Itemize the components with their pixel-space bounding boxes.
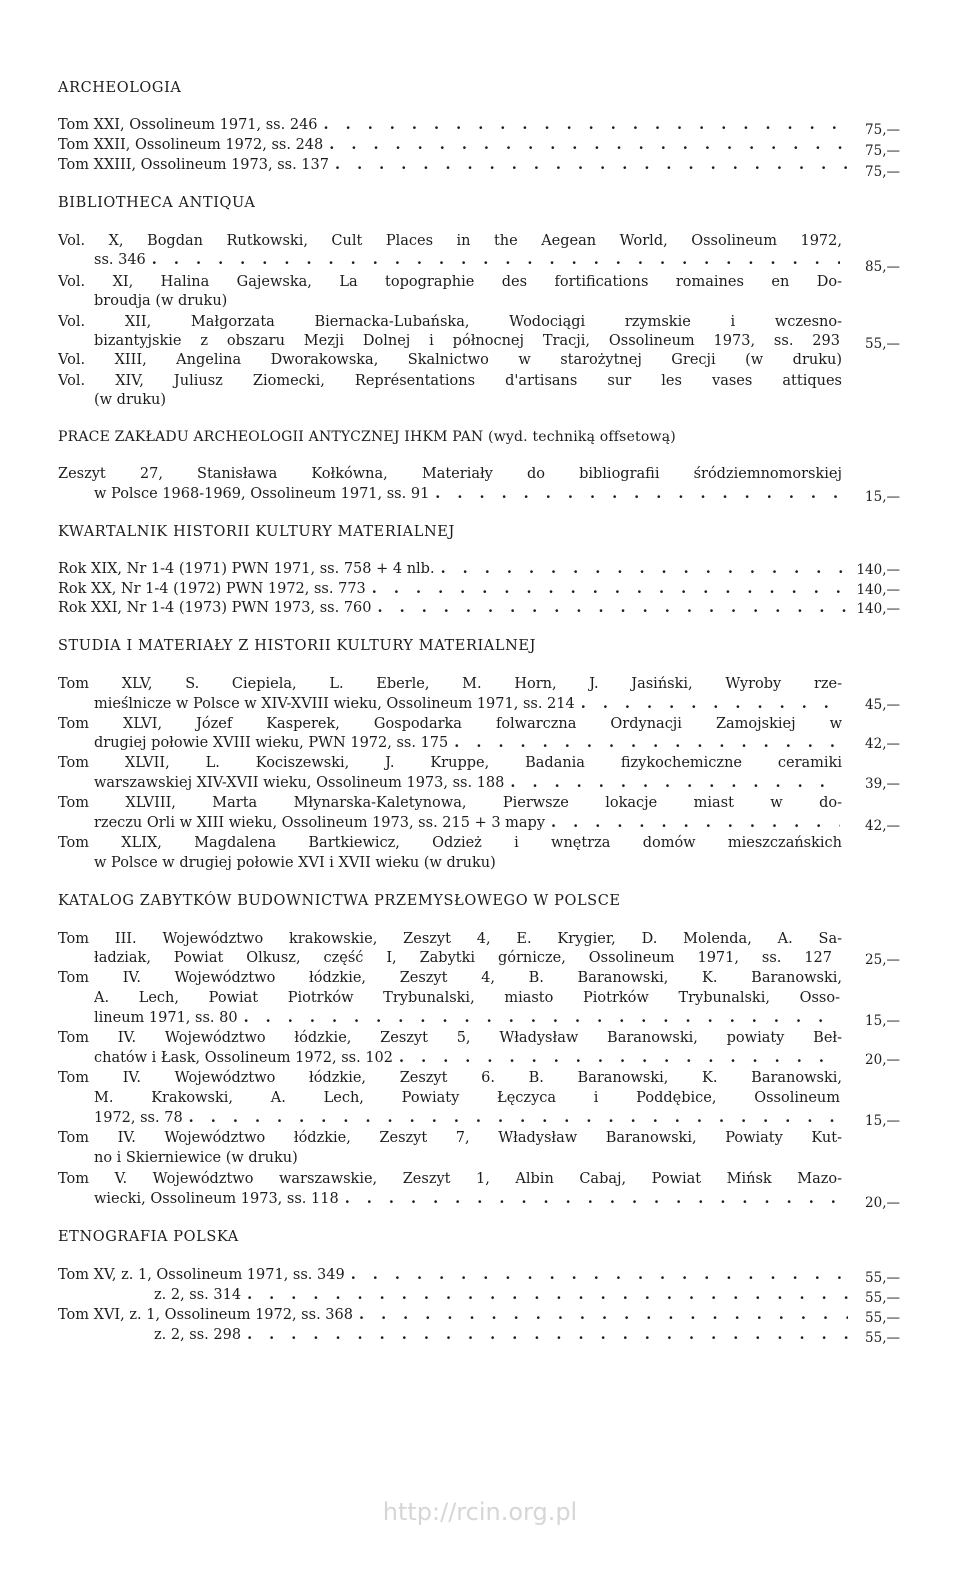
list-item: Tom XVI, z. 1, Ossolineum 1972, ss. 368 . . .: [58, 1305, 848, 1325]
price: 140,—: [856, 562, 900, 578]
price: 42,—: [865, 736, 900, 752]
price: 55,—: [865, 1290, 900, 1306]
price: 85,—: [865, 259, 900, 275]
price: 39,—: [865, 776, 900, 792]
list-item: z. 2, ss. 298 . . .: [154, 1325, 848, 1345]
entry-line: ss. 346 . . .: [94, 250, 840, 270]
price: 75,—: [865, 122, 900, 138]
price: 15,—: [865, 1013, 900, 1029]
entry-line: wiecki, Ossolineum 1973, ss. 118 . . .: [94, 1189, 840, 1209]
price: 140,—: [856, 601, 900, 617]
watermark-url: http://rcin.org.pl: [382, 1498, 578, 1526]
section-heading-bibliotheca: BIBLIOTHECA ANTIQUA: [58, 195, 256, 211]
list-item: Rok XX, Nr 1-4 (1972) PWN 1972, ss. 773 . . .: [58, 579, 852, 599]
entry-line: Tom XLVIII, Marta Młynarska-Kaletynowa, Pierwsze lokacje miast w do-: [58, 795, 842, 811]
price: 15,—: [865, 489, 900, 505]
entry-line: ładziak, Powiat Olkusz, część I, Zabytki górnicze, Ossolineum 1971, ss. 127: [94, 950, 832, 966]
entry-line: Vol. XI, Halina Gajewska, La topographie des fortifications romaines en Do-: [58, 274, 842, 290]
price: 45,—: [865, 697, 900, 713]
price: 75,—: [865, 164, 900, 180]
entry-line: 1972, ss. 78 . . .: [94, 1108, 840, 1128]
price: 55,—: [865, 1270, 900, 1286]
price: 20,—: [865, 1195, 900, 1211]
entry-line: Vol. XII, Małgorzata Biernacka-Lubańska, Wodociągi rzymskie i wczesno-: [58, 314, 842, 330]
entry-line: rzeczu Orli w XIII wieku, Ossolineum 1973, ss. 215 + 3 mapy . . .: [94, 813, 840, 833]
list-item: Tom XXI, Ossolineum 1971, ss. 246 . . .: [58, 115, 848, 135]
price: 55,—: [865, 1310, 900, 1326]
list-item: Tom XXIII, Ossolineum 1973, ss. 137 . . .: [58, 155, 848, 175]
price: 75,—: [865, 143, 900, 159]
entry-line: chatów i Łask, Ossolineum 1972, ss. 102 . . .: [94, 1048, 840, 1068]
section-heading-prace: PRACE ZAKŁADU ARCHEOLOGII ANTYCZNEJ IHKM PAN (wyd. techniką offsetową): [58, 429, 676, 445]
section-heading-katalog: KATALOG ZABYTKÓW BUDOWNICTWA PRZEMYSŁOWEGO W POLSCE: [58, 893, 621, 909]
price: 55,—: [865, 336, 900, 352]
entry-line: Tom III. Województwo krakowskie, Zeszyt 4, E. Krygier, D. Molenda, A. Sa-: [58, 931, 842, 947]
entry-line: w Polsce w drugiej połowie XVI i XVII wieku (w druku): [94, 855, 496, 871]
list-item: Tom XV, z. 1, Ossolineum 1971, ss. 349 . . .: [58, 1265, 848, 1285]
list-item: Rok XXI, Nr 1-4 (1973) PWN 1973, ss. 760 . . .: [58, 598, 852, 618]
entry-line: Tom IV. Województwo łódzkie, Zeszyt 5, Władysław Baranowski, powiaty Beł-: [58, 1030, 842, 1046]
entry-line: drugiej połowie XVIII wieku, PWN 1972, ss. 175 . . .: [94, 733, 840, 753]
entry-line: M. Krakowski, A. Lech, Powiaty Łęczyca i Poddębice, Ossolineum: [94, 1090, 840, 1106]
entry-line: Tom IV. Województwo łódzkie, Zeszyt 7, Władysław Baranowski, Powiaty Kut-: [58, 1130, 842, 1146]
price: 25,—: [865, 952, 900, 968]
entry-line: w Polsce 1968-1969, Ossolineum 1971, ss. 91 . . .: [94, 484, 840, 504]
section-heading-archeologia: ARCHEOLOGIA: [58, 80, 182, 96]
entry-line: Tom V. Województwo warszawskie, Zeszyt 1, Albin Cabaj, Powiat Mińsk Mazo-: [58, 1171, 842, 1187]
entry-line: A. Lech, Powiat Piotrków Trybunalski, miasto Piotrków Trybunalski, Osso-: [94, 990, 840, 1006]
price: 42,—: [865, 818, 900, 834]
entry-line: Tom IV. Województwo łódzkie, Zeszyt 4, B. Baranowski, K. Baranowski,: [58, 970, 842, 986]
price: 55,—: [865, 1330, 900, 1346]
entry-line: Zeszyt 27, Stanisława Kołkówna, Materiały do bibliografii śródziemnomorskiej: [58, 466, 842, 482]
entry-line: no i Skierniewice (w druku): [94, 1150, 298, 1166]
entry-line: Tom IV. Województwo łódzkie, Zeszyt 6. B. Baranowski, K. Baranowski,: [58, 1070, 842, 1086]
entry-line: Tom XLVII, L. Kociszewski, J. Kruppe, Badania fizykochemiczne ceramiki: [58, 755, 842, 771]
list-item: Tom XXII, Ossolineum 1972, ss. 248 . . .: [58, 135, 848, 155]
section-heading-kwartalnik: KWARTALNIK HISTORII KULTURY MATERIALNEJ: [58, 524, 455, 540]
entry-line: Tom XLV, S. Ciepiela, L. Eberle, M. Horn, J. Jasiński, Wyroby rze-: [58, 676, 842, 692]
entry-line: Vol. XIV, Juliusz Ziomecki, Représentations d'artisans sur les vases attiques: [58, 373, 842, 389]
entry-line: Tom XLIX, Magdalena Bartkiewicz, Odzież i wnętrza domów mieszczańskich: [58, 835, 842, 851]
entry-line: Vol. XIII, Angelina Dworakowska, Skalnictwo w starożytnej Grecji (w druku): [58, 352, 842, 368]
entry-line: Tom XLVI, Józef Kasperek, Gospodarka folwarczna Ordynacji Zamojskiej w: [58, 716, 842, 732]
entry-line: (w druku): [94, 392, 167, 408]
entry-line: broudja (w druku): [94, 293, 228, 309]
section-heading-etnografia: ETNOGRAFIA POLSKA: [58, 1229, 239, 1245]
entry-line: lineum 1971, ss. 80 . . .: [94, 1008, 840, 1028]
list-item: Rok XIX, Nr 1-4 (1971) PWN 1971, ss. 758 + 4 nlb. . . .: [58, 559, 852, 579]
price: 15,—: [865, 1113, 900, 1129]
price: 20,—: [865, 1052, 900, 1068]
entry-line: mieślnicze w Polsce w XIV-XVIII wieku, Ossolineum 1971, ss. 214 . . .: [94, 694, 840, 714]
section-heading-studia: STUDIA I MATERIAŁY Z HISTORII KULTURY MATERIALNEJ: [58, 638, 536, 654]
entry-line: Vol. X, Bogdan Rutkowski, Cult Places in the Aegean World, Ossolineum 1972,: [58, 233, 842, 249]
price: 140,—: [856, 582, 900, 598]
entry-line: bizantyjskie z obszaru Mezji Dolnej i północnej Tracji, Ossolineum 1973, ss. 293: [94, 333, 840, 349]
entry-line: warszawskiej XIV-XVII wieku, Ossolineum 1973, ss. 188 . . .: [94, 773, 840, 793]
list-item: z. 2, ss. 314 . . .: [154, 1285, 848, 1305]
